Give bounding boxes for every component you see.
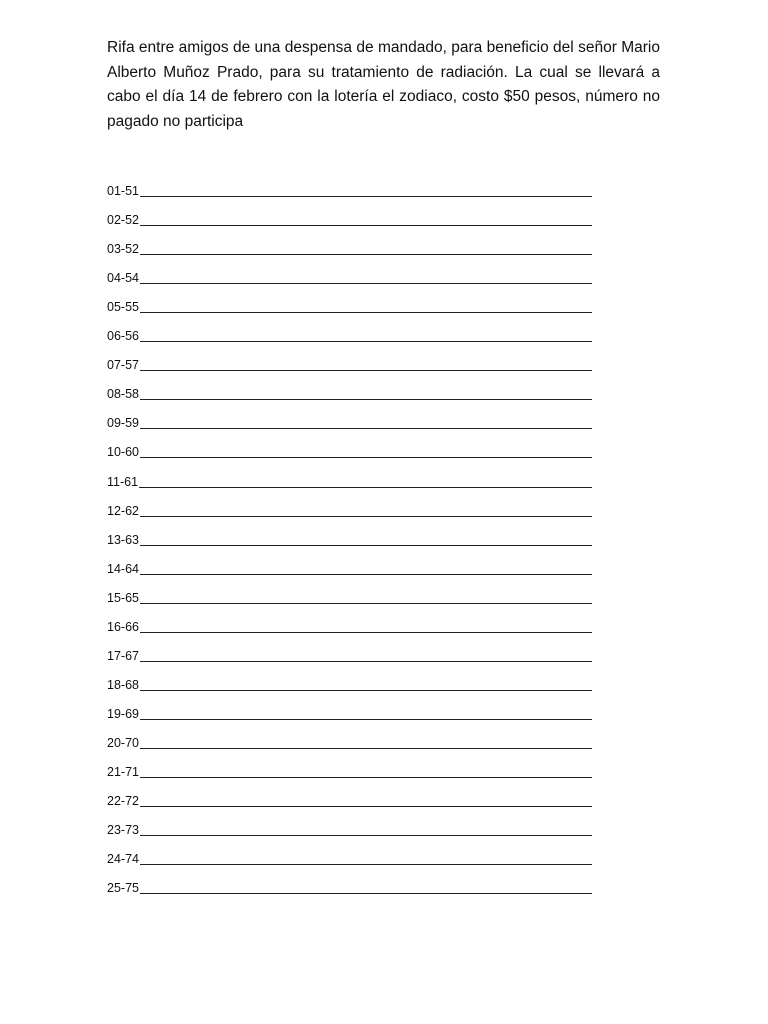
raffle-entry-number: 18-68 <box>107 677 139 692</box>
raffle-entry-number: 02-52 <box>107 213 139 228</box>
name-blank-line <box>140 515 592 517</box>
raffle-number-list <box>107 170 592 896</box>
name-blank-line <box>140 689 592 691</box>
name-blank-line <box>140 253 592 255</box>
raffle-entry-number: 25-75 <box>107 881 139 896</box>
name-blank-line <box>140 369 592 371</box>
raffle-entry-row <box>107 286 592 315</box>
raffle-entry-row <box>107 170 592 199</box>
name-blank-line <box>140 456 592 458</box>
name-blank-line <box>140 718 592 720</box>
name-blank-line <box>140 805 592 807</box>
raffle-entry-row <box>107 635 592 664</box>
raffle-entry-number: 08-58 <box>107 387 139 402</box>
raffle-entry-row <box>107 664 592 693</box>
raffle-entry-row <box>107 315 592 344</box>
name-blank-line <box>140 834 592 836</box>
name-blank-line <box>140 631 592 633</box>
raffle-entry-row <box>107 460 592 489</box>
raffle-entry-number: 11-61 <box>107 474 139 489</box>
raffle-entry-number: 14-64 <box>107 561 139 576</box>
name-blank-line <box>140 863 592 865</box>
raffle-entry-number: 10-60 <box>107 445 139 460</box>
raffle-entry-row <box>107 577 592 606</box>
name-blank-line <box>140 776 592 778</box>
raffle-entry-number: 21-71 <box>107 764 139 779</box>
raffle-entry-number: 15-65 <box>107 590 139 605</box>
raffle-entry-row <box>107 490 592 519</box>
raffle-entry-row <box>107 199 592 228</box>
raffle-entry-number: 20-70 <box>107 735 139 750</box>
raffle-entry-number: 24-74 <box>107 852 139 867</box>
raffle-entry-row <box>107 780 592 809</box>
raffle-entry-row <box>107 402 592 431</box>
raffle-entry-number: 13-63 <box>107 532 139 547</box>
raffle-entry-number: 04-54 <box>107 271 139 286</box>
raffle-entry-number: 17-67 <box>107 648 139 663</box>
name-blank-line <box>140 573 592 575</box>
name-blank-line <box>140 427 592 429</box>
name-blank-line <box>140 311 592 313</box>
raffle-entry-number: 12-62 <box>107 503 139 518</box>
raffle-entry-row <box>107 838 592 867</box>
raffle-entry-row <box>107 867 592 896</box>
raffle-entry-number: 19-69 <box>107 706 139 721</box>
raffle-entry-row <box>107 519 592 548</box>
raffle-entry-row <box>107 722 592 751</box>
name-blank-line <box>140 544 592 546</box>
name-blank-line <box>140 602 592 604</box>
name-blank-line <box>140 892 592 894</box>
raffle-entry-row <box>107 693 592 722</box>
name-blank-line <box>140 195 592 197</box>
raffle-entry-number: 22-72 <box>107 794 139 809</box>
raffle-entry-row <box>107 344 592 373</box>
raffle-entry-number: 06-56 <box>107 329 139 344</box>
raffle-entry-row <box>107 809 592 838</box>
name-blank-line <box>140 747 592 749</box>
raffle-description: Rifa entre amigos de una despensa de mandado, para beneficio del señor Mario Alberto Muñoz Prado, para su tratamiento de radiación. La cual se llevará a cabo el día 14 de febrero con la lotería el zodiaco, costo $50 pesos, número no pagado no participa <box>107 39 660 130</box>
raffle-entry-row <box>107 751 592 780</box>
raffle-entry-number: 03-52 <box>107 242 139 257</box>
raffle-entry-row <box>107 228 592 257</box>
name-blank-line <box>140 660 592 662</box>
raffle-entry-row <box>107 431 592 460</box>
raffle-entry-number: 05-55 <box>107 300 139 315</box>
name-blank-line <box>139 486 592 488</box>
name-blank-line <box>140 282 592 284</box>
name-blank-line <box>140 224 592 226</box>
raffle-entry-number: 09-59 <box>107 416 139 431</box>
raffle-entry-row <box>107 548 592 577</box>
raffle-entry-number: 01-51 <box>107 184 139 199</box>
raffle-entry-number: 16-66 <box>107 619 139 634</box>
raffle-entry-number: 23-73 <box>107 823 139 838</box>
raffle-entry-number: 07-57 <box>107 358 139 373</box>
raffle-entry-row <box>107 257 592 286</box>
name-blank-line <box>140 340 592 342</box>
name-blank-line <box>140 398 592 400</box>
raffle-entry-row <box>107 373 592 402</box>
raffle-entry-row <box>107 606 592 635</box>
